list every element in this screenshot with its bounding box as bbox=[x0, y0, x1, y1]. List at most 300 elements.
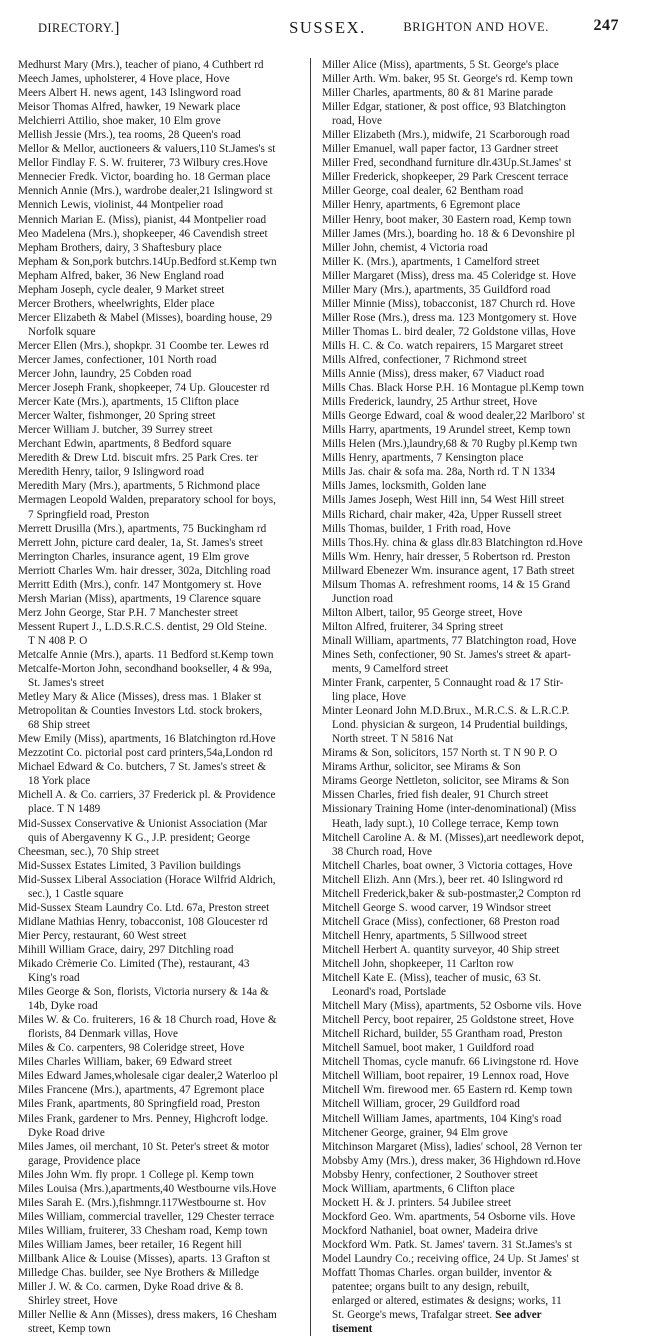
directory-entry bbox=[18, 114, 301, 128]
directory-entry-line: Milton Albert, tailor, 95 George street, Hove bbox=[322, 606, 523, 619]
directory-entry-line: Mills Helen (Mrs.),laundry,68 & 70 Rugby pl.Kemp twn bbox=[322, 438, 578, 451]
directory-entry bbox=[322, 1252, 637, 1266]
directory-entry-line: Mellor Findlay F. S. W. fruiterer, 73 Wilbury cres.Hove bbox=[18, 157, 268, 170]
directory-entry-line: florists, 84 Denmark villas, Hove bbox=[28, 1028, 178, 1041]
directory-entry bbox=[18, 353, 301, 367]
directory-entry-line: Mitchell Richard, builder, 55 Grantham road, Preston bbox=[322, 1028, 563, 1041]
directory-entry-line: place. T N 1489 bbox=[28, 803, 101, 816]
directory-entry bbox=[18, 381, 301, 395]
directory-entry bbox=[18, 732, 301, 746]
directory-entry bbox=[18, 1308, 301, 1336]
directory-entry-line: Miles W. & Co. fruiterers, 16 & 18 Church road, Hove & bbox=[18, 1014, 277, 1027]
directory-entry-line: quis of Abergavenny K G., J.P. president; George bbox=[28, 831, 250, 844]
directory-entry-line: Merriott Charles Wm. hair dresser, 302a, Ditchling road bbox=[18, 564, 271, 577]
directory-entry bbox=[18, 367, 301, 381]
directory-entry bbox=[18, 592, 301, 606]
directory-entry-line: St. George's mews, Trafalgar street. See adver bbox=[332, 1309, 542, 1322]
directory-entry bbox=[322, 72, 637, 86]
directory-entry bbox=[322, 676, 637, 704]
directory-entry bbox=[18, 817, 301, 859]
directory-entry-line: ling place, Hove bbox=[332, 691, 407, 704]
directory-entry bbox=[18, 859, 301, 873]
directory-entry-line: Miller John, chemist, 4 Victoria road bbox=[322, 241, 488, 254]
directory-entry bbox=[322, 1182, 637, 1196]
directory-entry bbox=[322, 1097, 637, 1111]
directory-entry bbox=[18, 1196, 301, 1210]
directory-entry-line: Mobsby Henry, confectioner, 2 Southover street bbox=[322, 1168, 538, 1181]
directory-entry-line: Merritt Edith (Mrs.), confr. 147 Montgomery st. Hove bbox=[18, 578, 262, 591]
directory-entry-line: Mirams Arthur, solicitor, see Mirams & Son bbox=[322, 761, 521, 774]
directory-entry-line: Melchierri Attilio, shoe maker, 10 Elm grove bbox=[18, 115, 221, 128]
directory-entry-line: Mills James Joseph, West Hill inn, 54 West Hill street bbox=[322, 494, 565, 507]
directory-entry bbox=[18, 1266, 301, 1280]
directory-entry bbox=[18, 1140, 301, 1168]
directory-entry-line: Mellish Jessie (Mrs.), tea rooms, 28 Queen's road bbox=[18, 129, 241, 142]
directory-entry bbox=[18, 465, 301, 479]
directory-entry-line: Mitchell Frederick,baker & sub-postmaster,2 Compton rd bbox=[322, 887, 581, 900]
directory-entry bbox=[322, 887, 637, 901]
directory-entry bbox=[18, 170, 301, 184]
directory-entry bbox=[18, 269, 301, 283]
directory-entry bbox=[322, 802, 637, 830]
directory-entry-line: Mennecier Fredk. Victor, boarding ho. 18 German place bbox=[18, 171, 271, 184]
directory-entry bbox=[18, 929, 301, 943]
directory-entry-line: Minter Frank, carpenter, 5 Connaught road & 17 Stir- bbox=[322, 677, 564, 690]
directory-entry-line: Meo Madelena (Mrs.), shopkeeper, 46 Cavendish street bbox=[18, 227, 268, 240]
directory-entry-line: Miles Edward James,wholesale cigar dealer,2 Waterloo pl bbox=[18, 1070, 278, 1083]
directory-entry-line: Meredith Henry, tailor, 9 Islingword road bbox=[18, 466, 204, 479]
directory-entry-line: Mitchener George, grainer, 94 Elm grove bbox=[322, 1126, 508, 1139]
directory-entry bbox=[18, 1168, 301, 1182]
directory-entry-line: Model Laundry Co.; receiving office, 24 Up. St James' st bbox=[322, 1252, 580, 1265]
directory-entry bbox=[18, 1055, 301, 1069]
directory-entry bbox=[322, 1154, 637, 1168]
directory-entry-line: Michell A. & Co. carriers, 37 Frederick pl. & Providence bbox=[18, 789, 276, 802]
directory-entry-line: Mockford Geo. Wm. apartments, 54 Osborne vils. Hove bbox=[322, 1210, 576, 1223]
directory-entry bbox=[18, 1083, 301, 1097]
directory-entry bbox=[18, 522, 301, 536]
directory-entry bbox=[322, 999, 637, 1013]
directory-entry-line: Mercer James, confectioner, 101 North road bbox=[18, 353, 217, 366]
directory-entry-line: Miller Mary (Mrs.), apartments, 35 Guildford road bbox=[322, 283, 551, 296]
directory-entry bbox=[322, 311, 637, 325]
directory-entry bbox=[322, 648, 637, 676]
directory-entry bbox=[18, 395, 301, 409]
directory-entry-line: Mihill William Grace, dairy, 297 Ditchling road bbox=[18, 943, 234, 956]
directory-entry-line: Metcalfe Annie (Mrs.), aparts. 11 Bedford st.Kemp town bbox=[18, 648, 274, 661]
directory-entry-line: Mills Henry, apartments, 7 Kensington place bbox=[322, 452, 524, 465]
directory-entry-line: Mitchell George S. wood carver, 19 Windsor street bbox=[322, 901, 552, 914]
directory-entry-line: Mepham Alfred, baker, 36 New England road bbox=[18, 269, 224, 282]
directory-entry-line: Missen Charles, fried fish dealer, 91 Church street bbox=[322, 789, 549, 802]
directory-entry bbox=[322, 508, 637, 522]
directory-entry bbox=[322, 1210, 637, 1224]
directory-entry bbox=[322, 241, 637, 255]
directory-entry bbox=[322, 1224, 637, 1238]
directory-entry bbox=[322, 465, 637, 479]
directory-entry-line: Mepham & Son,pork butchrs.14Up.Bedford st.Kemp twn bbox=[18, 255, 277, 268]
directory-entry-line: Mid-Sussex Steam Laundry Co. Ltd. 67a, Preston street bbox=[18, 901, 270, 914]
directory-entry-line: 68 Ship street bbox=[28, 719, 90, 732]
directory-entry bbox=[18, 142, 301, 156]
directory-entry-line: Minall William, apartments, 77 Blatchington road, Hove bbox=[322, 634, 577, 647]
directory-entry bbox=[18, 1112, 301, 1140]
running-head bbox=[16, 18, 639, 52]
directory-entry-line: Millward Ebenezer Wm. insurance agent, 17 Bath street bbox=[322, 564, 575, 577]
directory-entry bbox=[18, 156, 301, 170]
directory-entry bbox=[322, 86, 637, 100]
directory-entry-line: Cheesman, sec.), 70 Ship street bbox=[18, 845, 159, 858]
directory-entry-line: Meredith Mary (Mrs.), apartments, 5 Richmond place bbox=[18, 480, 260, 493]
directory-entry-line: Mitchell Thomas, cycle manufr. 66 Livingstone rd. Hove bbox=[322, 1056, 579, 1069]
directory-entry bbox=[18, 198, 301, 212]
directory-entry bbox=[322, 58, 637, 72]
directory-entry bbox=[322, 409, 637, 423]
directory-entry bbox=[18, 578, 301, 592]
directory-entry bbox=[18, 662, 301, 690]
directory-entry bbox=[322, 1027, 637, 1041]
directory-entry bbox=[18, 128, 301, 142]
directory-entry-line: Mezzotint Co. pictorial post card printers,54a,London rd bbox=[18, 747, 273, 760]
directory-entry bbox=[322, 578, 637, 606]
directory-entry-line: Mills Chas. Black Horse P.H. 16 Montague pl.Kemp town bbox=[322, 382, 585, 395]
directory-entry-line: Mitchell Charles, boat owner, 3 Victoria cottages, Hove bbox=[322, 859, 573, 872]
directory-entry-line: ments, 9 Camelford street bbox=[332, 663, 449, 676]
directory-page bbox=[0, 17, 655, 1336]
directory-entry-line: 18 York place bbox=[28, 775, 91, 788]
directory-entry-line: Mock William, apartments, 6 Clifton place bbox=[322, 1182, 515, 1195]
directory-entry-line: Miles Frank, apartments, 80 Springfield road, Preston bbox=[18, 1098, 261, 1111]
directory-entry bbox=[322, 493, 637, 507]
directory-entry-line: Miller Frederick, shopkeeper, 29 Park Crescent terrace bbox=[322, 171, 569, 184]
directory-entry-line: Missionary Training Home (inter-denominational) (Miss bbox=[322, 803, 577, 816]
directory-entry-line: Mennich Annie (Mrs.), wardrobe dealer,21 Islingword st bbox=[18, 185, 273, 198]
directory-entry bbox=[322, 367, 637, 381]
directory-entry-line: 14b, Dyke road bbox=[28, 1000, 98, 1013]
running-head-center: SUSSEX. bbox=[289, 18, 366, 37]
directory-entry-line: Mitchell Elizh. Ann (Mrs.), beer ret. 40 Islingword rd bbox=[322, 873, 563, 886]
directory-entry-line: Mitchell Herbert A. quantity surveyor, 40 Ship street bbox=[322, 943, 560, 956]
directory-entry bbox=[18, 943, 301, 957]
directory-entry-line: Mid-Sussex Estates Limited, 3 Pavilion buildings bbox=[18, 859, 241, 872]
directory-entry-line: Mercer Brothers, wheelwrights, Elder place bbox=[18, 297, 215, 310]
directory-entry-line: Miles William James, beer retailer, 16 Regent hill bbox=[18, 1238, 242, 1251]
directory-entry-line: Miller K. (Mrs.), apartments, 1 Camelford street bbox=[322, 255, 540, 268]
directory-entry bbox=[322, 283, 637, 297]
directory-entry-line: Mercer Elizabeth & Mabel (Misses), boarding house, 29 bbox=[18, 311, 272, 324]
directory-entry bbox=[322, 1196, 637, 1210]
directory-entry-line: Miller Rose (Mrs.), dress ma. 123 Montgomery st. Hove bbox=[322, 311, 577, 324]
directory-entry bbox=[322, 437, 637, 451]
directory-entry bbox=[18, 901, 301, 915]
directory-entry bbox=[322, 170, 637, 184]
directory-entry bbox=[18, 690, 301, 704]
directory-entry-line: Millbank Alice & Louise (Misses), aparts. 13 Grafton st bbox=[18, 1252, 271, 1265]
directory-entry-line: Miller Nellie & Ann (Misses), dress makers, 16 Chesham bbox=[18, 1309, 277, 1322]
directory-entry-line: Mersh Marian (Miss), apartments, 19 Clarence square bbox=[18, 592, 261, 605]
directory-entry-line: street, Kemp town bbox=[28, 1323, 111, 1336]
directory-entry-line: Miller James (Mrs.), boarding ho. 18 & 6 Devonshire pl bbox=[322, 227, 575, 240]
directory-entry-line: Miller J. W. & Co. carmen, Dyke Road drive & 8. bbox=[18, 1281, 244, 1294]
directory-entry-line: Mills George Edward, coal & wood dealer,22 Marlboro' st bbox=[322, 410, 585, 423]
directory-entry-line: Mirams & Son, solicitors, 157 North st. T N 90 P. O bbox=[322, 747, 558, 760]
directory-entry bbox=[322, 128, 637, 142]
directory-entry bbox=[18, 479, 301, 493]
directory-entry-line: Merchant Edwin, apartments, 8 Bedford square bbox=[18, 438, 232, 451]
directory-entry-line: Merz John George, Star P.H. 7 Manchester street bbox=[18, 606, 238, 619]
directory-entry-line: 38 Church road, Hove bbox=[332, 845, 433, 858]
directory-entry bbox=[322, 395, 637, 409]
directory-entry bbox=[322, 213, 637, 227]
directory-entry bbox=[18, 1210, 301, 1224]
directory-entry-line: Mellor & Mellor, auctioneers & valuers,110 St.James's st bbox=[18, 143, 276, 156]
directory-entry bbox=[18, 606, 301, 620]
directory-entry bbox=[18, 1097, 301, 1111]
directory-entry-line: Mitchell Wm. firewood mer. 65 Eastern rd. Kemp town bbox=[322, 1084, 573, 1097]
directory-entry-line: Miles William, fruiterer, 33 Chesham road, Kemp town bbox=[18, 1224, 268, 1237]
directory-entry bbox=[18, 985, 301, 1013]
directory-entry-line: Miles & Co. carpenters, 98 Coleridge street, Hove bbox=[18, 1042, 245, 1055]
directory-entry-line: Mitchell John, shopkeeper, 11 Carlton row bbox=[322, 958, 514, 970]
directory-entry-line: Mockford Wm. Patk. St. James' tavern. 31 St.James's st bbox=[322, 1238, 572, 1251]
directory-entry-line: King's road bbox=[28, 972, 80, 985]
directory-entry bbox=[18, 1182, 301, 1196]
directory-entry bbox=[18, 1280, 301, 1308]
directory-entry-line: Mepham Brothers, dairy, 3 Shaftesbury place bbox=[18, 241, 222, 254]
directory-entry-line: enlarged or altered, estimates & designs; works, 11 bbox=[332, 1295, 562, 1308]
directory-entry-line: North street. T N 5816 Nat bbox=[332, 733, 454, 746]
directory-entry bbox=[18, 760, 301, 788]
directory-entry-line: Miller Margaret (Miss), dress ma. 45 Coleridge st. Hove bbox=[322, 269, 576, 282]
directory-entry bbox=[18, 957, 301, 985]
directory-entry bbox=[18, 704, 301, 732]
directory-entry-line: Miller Arth. Wm. baker, 95 St. George's rd. Kemp town bbox=[322, 73, 573, 86]
directory-entry-line: Mercer John, laundry, 25 Cobden road bbox=[18, 368, 192, 381]
directory-entry bbox=[18, 746, 301, 760]
directory-entry-line: Mennich Lewis, violinist, 44 Montpelier road bbox=[18, 199, 224, 212]
directory-entry-line: Milledge Chas. builder, see Nye Brothers & Milledge bbox=[18, 1267, 260, 1280]
directory-entry bbox=[18, 58, 301, 72]
directory-entry-line: Moffatt Thomas Charles. organ builder, inventor & bbox=[322, 1267, 553, 1280]
directory-entry-line: Mew Emily (Miss), apartments, 16 Blatchington rd.Hove bbox=[18, 733, 276, 746]
directory-entry bbox=[322, 1013, 637, 1027]
directory-entry bbox=[322, 620, 637, 634]
directory-entry-line: Mitchell Caroline A. & M. (Misses),art needlework depot, bbox=[322, 831, 585, 844]
directory-entry-line: Mills Jas. chair & sofa ma. 28a, North rd. T N 1334 bbox=[322, 466, 556, 479]
directory-entry bbox=[18, 1041, 301, 1055]
directory-entry-line: Leonard's road, Portslade bbox=[332, 986, 446, 999]
directory-entry-line: Miller Alice (Miss), apartments, 5 St. George's place bbox=[322, 59, 559, 71]
directory-entry-line: T N 408 P. O bbox=[28, 634, 88, 647]
directory-entry bbox=[322, 198, 637, 212]
directory-entry-line: Miller Thomas L. bird dealer, 72 Goldstone villas, Hove bbox=[322, 325, 576, 338]
directory-entry bbox=[18, 550, 301, 564]
directory-entry-line: Merrington Charles, insurance agent, 19 Elm grove bbox=[18, 550, 250, 563]
directory-entry-line: Mitchell Grace (Miss), confectioner, 68 Preston road bbox=[322, 915, 560, 928]
directory-entry-line: Mitchell Henry, apartments, 5 Sillwood street bbox=[322, 929, 528, 942]
directory-entry bbox=[322, 1069, 637, 1083]
directory-entry-line: Mepham Joseph, cycle dealer, 9 Market street bbox=[18, 283, 225, 296]
directory-entry-line: Mockett H. & J. printers. 54 Jubilee street bbox=[322, 1196, 512, 1209]
directory-entry-line: Mines Seth, confectioner, 90 St. James's street & apart- bbox=[322, 648, 571, 661]
directory-entry bbox=[322, 142, 637, 156]
directory-entry-line: Messent Rupert J., L.D.S.R.C.S. dentist, 29 Old Steine. bbox=[18, 620, 268, 633]
directory-entry-line: Mills Annie (Miss), dress maker, 67 Viaduct road bbox=[322, 368, 545, 381]
directory-entry bbox=[18, 255, 301, 269]
directory-entry-line: Miller Elizabeth (Mrs.), midwife, 21 Scarborough road bbox=[322, 129, 570, 142]
directory-entry-line: Mikado Crèmerie Co. Limited (The), restaurant, 43 bbox=[18, 958, 250, 970]
directory-entry bbox=[322, 1112, 637, 1126]
directory-entry-line: Milsum Thomas A. refreshment rooms, 14 & 15 Grand bbox=[322, 578, 571, 591]
directory-entry bbox=[322, 774, 637, 788]
directory-entry-line: Junction road bbox=[332, 592, 393, 605]
directory-entry bbox=[322, 971, 637, 999]
directory-entry bbox=[18, 283, 301, 297]
directory-entry-line: Mermagen Leopold Walden, preparatory school for boys, bbox=[18, 494, 276, 507]
directory-entry-line: Mills H. C. & Co. watch repairers, 15 Margaret street bbox=[322, 339, 564, 352]
directory-entry-line: Mitchell Samuel, boot maker, 1 Guildford road bbox=[322, 1042, 535, 1055]
directory-entry-line: Mobsby Amy (Mrs.), dress maker, 36 Highdown rd.Hove bbox=[322, 1154, 581, 1167]
directory-entry bbox=[322, 1126, 637, 1140]
directory-entry bbox=[322, 957, 637, 971]
directory-entry bbox=[322, 873, 637, 887]
directory-entry-line: Mitchell William, grocer, 29 Guildford road bbox=[322, 1098, 520, 1111]
directory-entry-line: Merrett John, picture card dealer, 1a, St. James's street bbox=[18, 536, 263, 549]
directory-entry bbox=[322, 479, 637, 493]
directory-entry-line: Mills Thos.Hy. china & glass dlr.83 Blatchington rd.Hove bbox=[322, 536, 583, 549]
directory-entry-line: Miles James, oil merchant, 10 St. Peter's street & motor bbox=[18, 1140, 270, 1153]
directory-entry bbox=[322, 788, 637, 802]
directory-entry bbox=[18, 564, 301, 578]
directory-entry-line: Medhurst Mary (Mrs.), teacher of piano, 4 Cuthbert rd bbox=[18, 59, 264, 71]
directory-entry bbox=[18, 100, 301, 114]
directory-entry-line: Mid-Sussex Liberal Association (Horace Wilfrid Aldrich, bbox=[18, 873, 276, 886]
directory-entry bbox=[18, 915, 301, 929]
directory-entry bbox=[322, 100, 637, 128]
directory-entry-line: Mitchell William, boot repairer, 19 Lennox road, Hove bbox=[322, 1070, 569, 1083]
running-head-bracket: ] bbox=[114, 20, 120, 37]
directory-entry bbox=[322, 831, 637, 859]
directory-entry-line: Miles Charles William, baker, 69 Edward street bbox=[18, 1056, 232, 1069]
directory-entry-line: Mercer Kate (Mrs.), apartments, 15 Clifton place bbox=[18, 396, 239, 409]
directory-entry bbox=[322, 1083, 637, 1097]
directory-column-left bbox=[18, 58, 310, 1336]
directory-entry-line: Mitchell Mary (Miss), apartments, 52 Osborne vils. Hove bbox=[322, 1000, 582, 1013]
directory-entry-line: Mills Alfred, confectioner, 7 Richmond street bbox=[322, 353, 527, 366]
directory-entry bbox=[322, 760, 637, 774]
directory-entry-line: Miller Minnie (Miss), tobacconist, 187 Church rd. Hove bbox=[322, 297, 576, 310]
directory-entry bbox=[322, 564, 637, 578]
directory-entry bbox=[322, 1168, 637, 1182]
directory-entry-line: Shirley street, Hove bbox=[28, 1295, 118, 1308]
directory-entry-line: Miller Fred, secondhand furniture dlr.43Up.St.James' st bbox=[322, 157, 572, 170]
directory-entry-line: Mercer Ellen (Mrs.), shopkpr. 31 Coombe ter. Lewes rd bbox=[18, 339, 269, 352]
directory-entry-line: Mennich Marian E. (Miss), pianist, 44 Montpelier road bbox=[18, 213, 267, 226]
directory-entry-line: Miller Henry, apartments, 6 Egremont place bbox=[322, 199, 521, 212]
directory-entry-line: Meech James, upholsterer, 4 Hove place, Hove bbox=[18, 73, 230, 86]
directory-entry bbox=[322, 746, 637, 760]
directory-entry-line: St. James's street bbox=[28, 677, 105, 690]
directory-entry-line: Mitchell Kate E. (Miss), teacher of music, 63 St. bbox=[322, 972, 542, 985]
directory-entry bbox=[18, 536, 301, 550]
directory-entry-line: Meers Albert H. news agent, 143 Islingword road bbox=[18, 87, 241, 100]
directory-entry-line: Miles Francene (Mrs.), apartments, 47 Egremont place bbox=[18, 1084, 265, 1097]
directory-entry bbox=[18, 241, 301, 255]
directory-entry-line: Mills Richard, chair maker, 42a, Upper Russell street bbox=[322, 508, 562, 521]
directory-entry-line: Metley Mary & Alice (Misses), dress mas. 1 Blaker st bbox=[18, 691, 262, 704]
directory-entry bbox=[322, 353, 637, 367]
directory-entry-line: road, Hove bbox=[332, 115, 382, 128]
directory-entry-line: Mills James, locksmith, Golden lane bbox=[322, 480, 487, 493]
directory-entry bbox=[18, 72, 301, 86]
directory-entry bbox=[322, 704, 637, 746]
directory-entry-line: Metropolitan & Counties Investors Ltd. stock brokers, bbox=[18, 705, 263, 718]
directory-entry bbox=[18, 451, 301, 465]
directory-entry bbox=[18, 1238, 301, 1252]
directory-entry bbox=[322, 255, 637, 269]
directory-entry-line: Miller George, coal dealer, 62 Bentham road bbox=[322, 185, 524, 198]
directory-entry bbox=[322, 901, 637, 915]
directory-entry bbox=[18, 297, 301, 311]
directory-entry bbox=[322, 1055, 637, 1069]
directory-entry bbox=[322, 1140, 637, 1154]
directory-entry-line: Miller Charles, apartments, 80 & 81 Marine parade bbox=[322, 87, 553, 100]
running-head-left-label: DIRECTORY. bbox=[38, 21, 115, 35]
directory-entry bbox=[322, 1041, 637, 1055]
directory-entry bbox=[18, 1013, 301, 1041]
directory-entry bbox=[18, 1252, 301, 1266]
directory-entry bbox=[322, 550, 637, 564]
directory-entry-line: Miller Emanuel, wall paper factor, 13 Gardner street bbox=[322, 143, 559, 156]
directory-entry-line: Mills Frederick, laundry, 25 Arthur street, Hove bbox=[322, 396, 538, 409]
directory-entry-line: Michael Edward & Co. butchers, 7 St. James's street & bbox=[18, 761, 267, 774]
directory-entry bbox=[18, 339, 301, 353]
directory-entry bbox=[18, 648, 301, 662]
running-head-right: BRIGHTON AND HOVE. bbox=[403, 20, 549, 34]
directory-entry-line: Mills Harry, apartments, 19 Arundel street, Kemp town bbox=[322, 424, 571, 437]
directory-entry-line: Mercer Walter, fishmonger, 20 Spring street bbox=[18, 410, 216, 423]
directory-entry bbox=[322, 859, 637, 873]
directory-entry-line: tisement bbox=[332, 1323, 373, 1336]
directory-entry bbox=[18, 86, 301, 100]
directory-entry bbox=[18, 873, 301, 901]
directory-entry bbox=[18, 620, 301, 648]
directory-entry bbox=[322, 915, 637, 929]
directory-entry bbox=[18, 213, 301, 227]
directory-entry-line: Mitchell Percy, boot repairer, 25 Goldstone street, Hove bbox=[322, 1014, 574, 1027]
directory-entry bbox=[322, 606, 637, 620]
directory-entry bbox=[322, 522, 637, 536]
directory-entry bbox=[322, 634, 637, 648]
directory-entry bbox=[322, 423, 637, 437]
directory-entry-line: Heath, lady supt.), 10 College terrace, Kemp town bbox=[332, 817, 559, 830]
directory-entry bbox=[322, 297, 637, 311]
directory-entry-line: Mitchinson Margaret (Miss), ladies' school, 28 Vernon ter bbox=[322, 1140, 582, 1153]
directory-entry bbox=[322, 269, 637, 283]
directory-entry-line: Mid-Sussex Conservative & Unionist Association (Mar bbox=[18, 817, 268, 830]
directory-entry-line: Mills Thomas, builder, 1 Frith road, Hove bbox=[322, 522, 511, 535]
directory-entry-line: Mitchell William James, apartments, 104 King's road bbox=[322, 1112, 562, 1125]
directory-entry-line: Miller Edgar, stationer, & post office, 93 Blatchington bbox=[322, 101, 566, 114]
directory-entry-line: Miles Sarah E. (Mrs.),fishmngr.117Westbourne st. Hov bbox=[18, 1196, 267, 1209]
directory-entry bbox=[18, 1069, 301, 1083]
directory-column-right bbox=[310, 58, 637, 1336]
directory-entry-line: Mills Wm. Henry, hair dresser, 5 Robertson rd. Preston bbox=[322, 550, 571, 563]
directory-entry bbox=[322, 1266, 637, 1336]
directory-entry-line: Miles Frank, gardener to Mrs. Penney, Highcroft lodge. bbox=[18, 1112, 269, 1125]
directory-entry bbox=[322, 227, 637, 241]
directory-entry-line: garage, Providence place bbox=[28, 1154, 141, 1167]
